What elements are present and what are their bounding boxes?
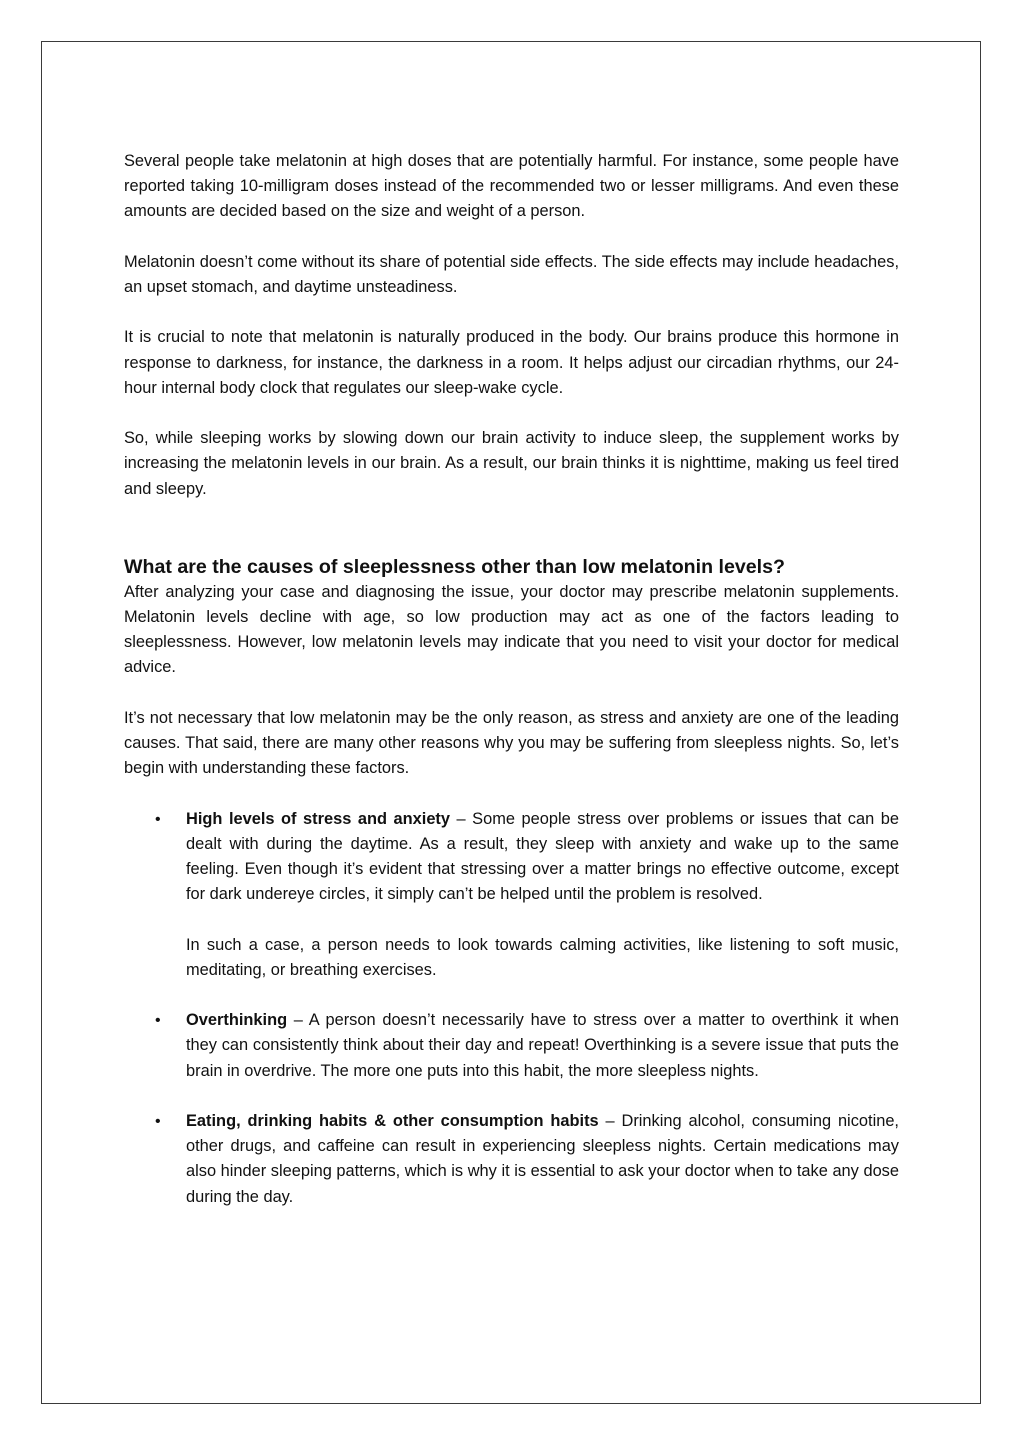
list-item-stress [124,807,899,983]
paragraph-high-doses: Several people take melatonin at high doses that are potentially harmful. For instance, some people have reported taking 10-milligram doses instead of the recommended two or lesser milligrams. And even these amounts are decided based on the size and weight of a person. [124,152,899,221]
list-item-body [186,1109,899,1210]
list-item-body [186,807,899,908]
list-item-overthinking [124,1008,899,1084]
bullet-icon: • [155,1112,161,1130]
document-body [124,149,899,1210]
list-item-text: – A person doesn’t necessarily have to stress over a matter to overthink it when they can consistently think about their day and repeat! Overthinking is a severe issue that puts the brain in overdrive. The more one puts into this habit, the more sleepless nights. [186,1011,899,1080]
list-item-title: Overthinking [186,1011,288,1030]
list-item-consumption-habits [124,1109,899,1210]
list-item-title: High levels of stress and anxiety [186,809,451,828]
bullet-icon: • [155,810,161,828]
paragraph-side-effects: Melatonin doesn’t come without its share of potential side effects. The side effects may include headaches, an upset stomach, and daytime unsteadiness. [124,252,899,296]
section-heading: What are the causes of sleeplessness other than low melatonin levels? [124,555,785,578]
causes-list [124,807,899,1210]
list-item-text: – Drinking alcohol, consuming nicotine, other drugs, and caffeine can result in experiencing sleepless nights. Certain medications may also hinder sleeping patterns, which is why it is essential to ask your doctor when to take any dose during the day. [186,1111,899,1206]
paragraph-natural-production: It is crucial to note that melatonin is naturally produced in the body. Our brains produce this hormone in response to darkness, for instance, the darkness in a room. It helps adjust our circadian rhythms, our 24-hour internal body clock that regulates our sleep-wake cycle. [124,328,899,397]
list-item-title: Eating, drinking habits & other consumption habits [186,1111,599,1130]
list-item-extra: In such a case, a person needs to look towards calming activities, like listening to soft music, meditating, or breathing exercises. [186,935,899,979]
list-item-text: – Some people stress over problems or issues that can be dealt with during the daytime. As a result, they sleep with anxiety and wake up to the same feeling. Even though it’s evident that stressing over a matter brings no effective outcome, except for dark undereye circles, it simply can’t be helped until the problem is resolved. [186,809,899,904]
paragraph-how-it-works: So, while sleeping works by slowing down our brain activity to induce sleep, the supplement works by increasing the melatonin levels in our brain. As a result, our brain thinks it is nighttime, making us feel tired and sleepy. [124,429,899,498]
paragraph-diagnosis: After analyzing your case and diagnosing the issue, your doctor may prescribe melatonin supplements. Melatonin levels decline with age, so low production may act as one of the factors leading to sleeplessness. However, low melatonin levels may indicate that you need to visit your doctor for medical advice. [124,582,899,677]
paragraph-other-reasons: It’s not necessary that low melatonin may be the only reason, as stress and anxiety are one of the leading causes. That said, there are many other reasons why you may be suffering from sleepless nights. So, let’s begin with understanding these factors. [124,708,899,778]
list-item-body [186,1008,899,1084]
bullet-icon: • [155,1012,161,1030]
